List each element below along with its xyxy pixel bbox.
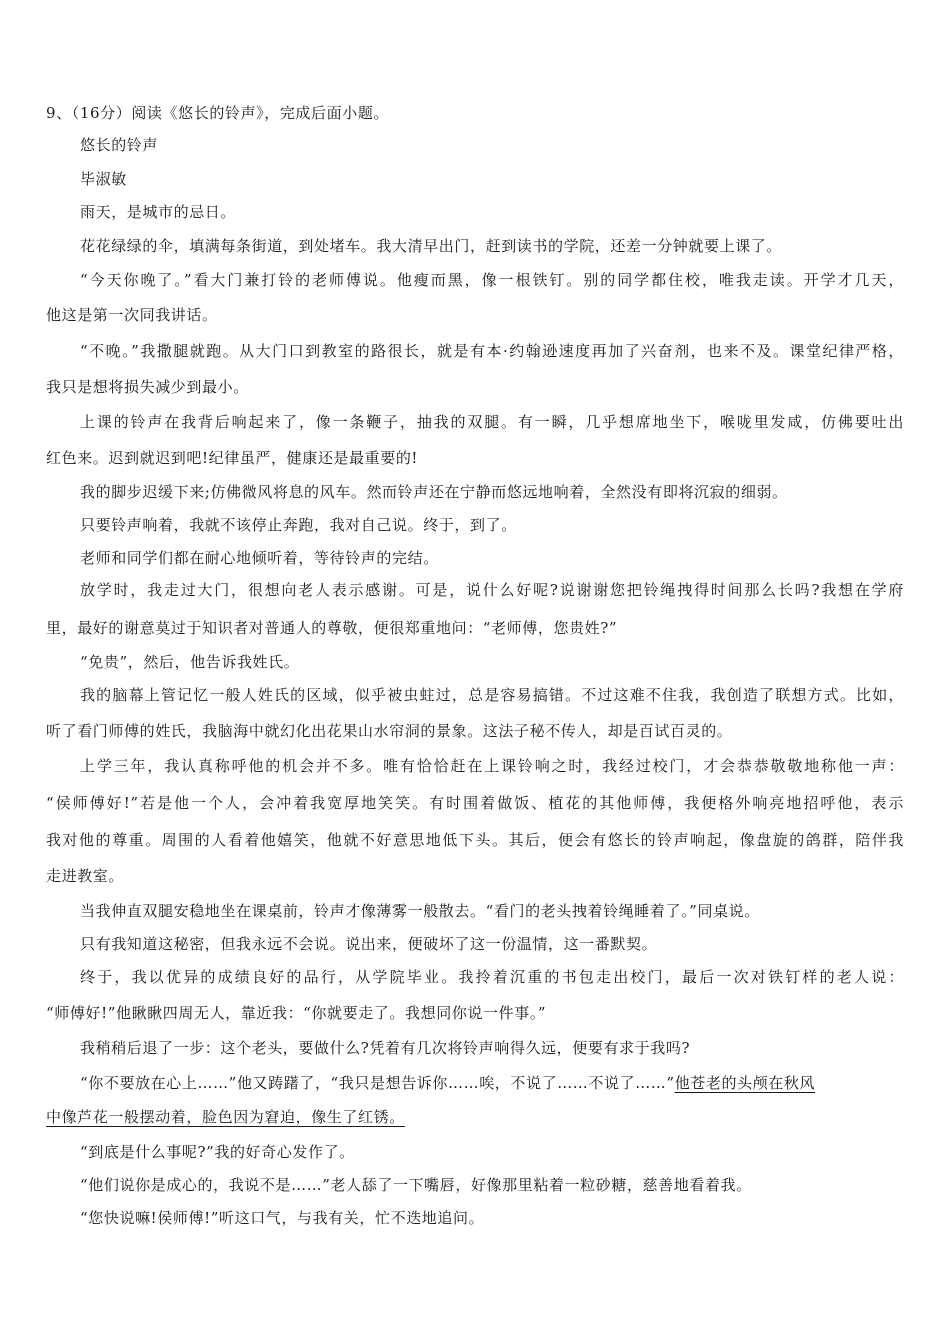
paragraph-line: 我稍稍后退了一步：这个老头，要做什么?凭着有几次将铃声响得久远，便要有求于我吗? — [80, 1039, 691, 1057]
paragraph-line: 红色来。迟到就迟到吧!纪律虽严，健康还是最重要的! — [46, 449, 419, 467]
paragraph-line: 走进教室。 — [46, 867, 125, 885]
paragraph-line: 花花绿绿的伞，填满每条街道，到处堵车。我大清早出门，赶到读书的学院，还差一分钟就要上课了。 — [80, 237, 783, 255]
paragraph-line: “您快说嘛!侯师傅!”听这口气，与我有关，忙不迭地追问。 — [80, 1209, 485, 1227]
paragraph-line — [46, 1107, 405, 1127]
paragraph-line: 我对他的尊重。周围的人看着他嬉笑，他就不好意思地低下头。其后，便会有悠长的铃声响起，像盘旋的鸽群，陪伴我 — [46, 831, 904, 849]
paragraph-line: 我的脑幕上管记忆一般人姓氏的区域，似乎被虫蛀过，总是容易搞错。不过这难不住我，我创造了联想方式。比如， — [80, 686, 904, 704]
underlined-sentence-part-2: 中像芦花一般摆动着，脸色因为窘迫，像生了红锈。 — [46, 1108, 405, 1126]
underlined-sentence-part-1: 他苍老的头颅在秋风 — [674, 1074, 816, 1092]
paragraph-line: 只要铃声响着，我就不该停止奔跑，我对自己说。终于，到了。 — [80, 516, 517, 534]
paragraph-line: 终于，我以优异的成绩良好的品行，从学院毕业。我拎着沉重的书包走出校门，最后一次对铁钉样的老人说： — [80, 968, 904, 986]
dialogue-text: “你不要放在心上……”他又踌躇了，“我只是想告诉你……唉，不说了……不说了……” — [80, 1074, 675, 1092]
paragraph-line: 放学时，我走过大门，很想向老人表示感谢。可是，说什么好呢?说谢谢您把铃绳拽得时间那么长吗?我想在学府 — [80, 581, 904, 599]
paragraph-line: 我只是想将损失减少到最小。 — [46, 378, 249, 396]
paragraph-line: 上学三年，我认真称呼他的机会并不多。唯有恰恰赶在上课铃响之时，我经过校门，才会恭恭敬敬地称他一声： — [80, 757, 904, 775]
paragraph-line: “他们说你是成心的，我说不是……”老人舔了一下嘴唇，好像那里粘着一粒砂糖，慈善地看着我。 — [80, 1176, 752, 1194]
paragraph-line: “师傅好!”他瞅瞅四周无人，靠近我：“你就要走了。我想同你说一件事。” — [46, 1004, 547, 1022]
paragraph-line: 只有我知道这秘密，但我永远不会说。说出来，便破坏了这一份温情，这一番默契。 — [80, 935, 658, 953]
paragraph-line: “免贵”，然后，他告诉我姓氏。 — [80, 653, 300, 671]
paragraph-line: 我的脚步迟缓下来;仿佛微风将息的风车。然而铃声还在宁静而悠远地响着，全然没有即将沉寂的细弱。 — [80, 483, 788, 501]
paragraph-line: 当我伸直双腿安稳地坐在课桌前，铃声才像薄雾一般散去。“看门的老头拽着铃绳睡着了。”同桌说。 — [80, 902, 760, 920]
paragraph-line: 他这是第一次同我讲话。 — [46, 306, 218, 324]
paragraph-line: 听了看门师傅的姓氏，我脑海中就幻化出花果山水帘洞的景象。这法子秘不传人，却是百试百灵的。 — [46, 722, 733, 740]
paragraph-line: “不晚。”我撒腿就跑。从大门口到教室的路很长，就是有本·约翰逊速度再加了兴奋剂，也来不及。课堂纪律严格， — [80, 342, 904, 360]
paragraph-line: 上课的铃声在我背后响起来了，像一条鞭子，抽我的双腿。有一瞬，几乎想席地坐下，喉咙里发咸，仿佛要吐出 — [80, 413, 904, 431]
question-header: 9、（16分）阅读《悠长的铃声》，完成后面小题。 — [46, 104, 390, 122]
paragraph-line — [80, 1073, 815, 1093]
paragraph-line: 老师和同学们都在耐心地倾听着，等待铃声的完结。 — [80, 549, 439, 567]
paragraph-line: “到底是什么事呢?”我的好奇心发作了。 — [80, 1143, 355, 1161]
article-title: 悠长的铃声 — [80, 136, 159, 154]
paragraph-line: “侯师傅好!”若是他一个人，会冲着我宽厚地笑笑。有时围着做饭、植花的其他师傅，我便格外响亮地招呼他，表示 — [46, 794, 904, 812]
paragraph-line: 里，最好的谢意莫过于知识者对普通人的尊敬，便很郑重地问：“老师傅，您贵姓?” — [46, 619, 618, 637]
paragraph-line: 雨天，是城市的忌日。 — [80, 203, 237, 221]
article-author: 毕淑敏 — [80, 170, 127, 188]
paragraph-line: “今天你晚了。”看大门兼打铃的老师傅说。他瘦而黑，像一根铁钉。别的同学都住校，唯我走读。开学才几天， — [80, 271, 904, 289]
